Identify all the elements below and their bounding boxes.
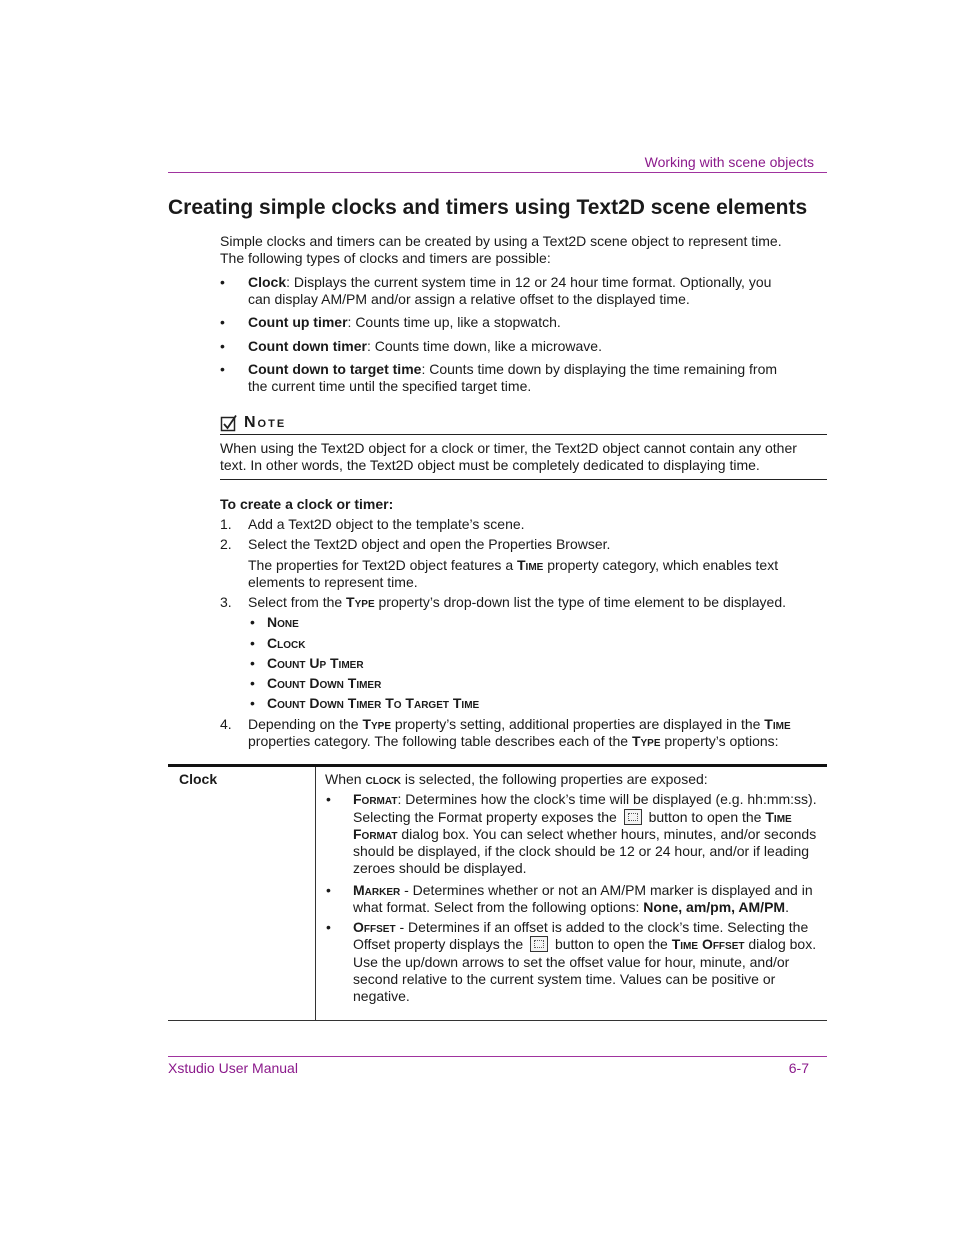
type-count-down: Count down timer: Counts time down, like a microwave. (248, 338, 602, 354)
option-count-down-timer: Count Down Timer (267, 675, 382, 691)
footer-page-number: 6-7 (788, 1060, 809, 1076)
table-column-divider (315, 767, 316, 1021)
footer-manual-title: Xstudio User Manual (168, 1060, 298, 1076)
format-line-1: Format: Determines how the clock’s time will be displayed (e.g. hh:mm:ss). (353, 791, 817, 807)
footer-rule (168, 1056, 827, 1057)
step-2-detail: The properties for Text2D object features a Time property category, which enables text (248, 557, 779, 573)
step-3: Select from the Type property’s drop-down list the type of time element to be displayed. (248, 594, 787, 610)
table-row-label: Clock (179, 771, 218, 787)
table-lead: When clock is selected, the following properties are exposed: (325, 771, 708, 787)
offset-line-3: Use the up/down arrows to set the offset value for hour, minute, and/or (353, 954, 790, 970)
type-clock: Clock: Displays the current system time in 12 or 24 hour time format. Optionally, you (248, 274, 772, 290)
bullet-mark: • (220, 338, 225, 354)
marker-line-2: what format. Select from the following options: None, am/pm, AM/PM. (353, 899, 789, 915)
bullet-mark: • (250, 614, 255, 630)
step-4-line2: properties category. The following table describes each of the Type property’s options: (248, 733, 779, 749)
step-number: 1. (220, 516, 232, 532)
bullet-mark: • (250, 655, 255, 671)
note-line-1: When using the Text2D object for a clock or timer, the Text2D object cannot contain any other (220, 440, 797, 456)
intro-line-1: Simple clocks and timers can be created by using a Text2D scene object to represent time. (220, 233, 782, 249)
type-count-down-target: Count down to target time: Counts time down by displaying the time remaining from (248, 361, 778, 377)
header-rule (168, 172, 827, 173)
running-header: Working with scene objects (644, 154, 814, 170)
bullet-mark: • (326, 882, 331, 898)
table-bottom-rule (168, 1020, 827, 1021)
format-line-5: zeroes should be displayed. (353, 860, 527, 876)
offset-line-4: second relative to the current system time. Values can be positive or (353, 971, 776, 987)
intro-line-2: The following types of clocks and timers are possible: (220, 250, 551, 266)
step-number: 2. (220, 536, 232, 552)
offset-line-5: negative. (353, 988, 410, 1004)
type-count-up: Count up timer: Counts time up, like a stopwatch. (248, 314, 561, 330)
format-ellipsis-icon (624, 809, 642, 825)
step-number: 3. (220, 594, 232, 610)
format-line-3: Format dialog box. You can select whether hours, minutes, and/or seconds (353, 826, 817, 842)
option-count-down-target: Count Down Timer To Target Time (267, 695, 480, 711)
note-top-rule (220, 434, 827, 435)
bullet-mark: • (220, 274, 225, 290)
bullet-mark: • (220, 314, 225, 330)
step-2: Select the Text2D object and open the Properties Browser. (248, 536, 611, 552)
option-count-up-timer: Count Up Timer (267, 655, 364, 671)
marker-line-1: Marker - Determines whether or not an AM/PM marker is displayed and in (353, 882, 813, 898)
checkbox-checked-icon (220, 414, 238, 432)
offset-line-1: Offset - Determines if an offset is added to the clock’s time. Selecting the (353, 919, 809, 935)
step-1: Add a Text2D object to the template’s scene. (248, 516, 525, 532)
step-2-detail-line2: elements to represent time. (248, 574, 418, 590)
page-title: Creating simple clocks and timers using Text2D scene elements (168, 196, 808, 219)
bullet-mark: • (220, 361, 225, 377)
format-line-4: should be displayed, if the clock should be 12 or 24 hour, and/or if leading (353, 843, 810, 859)
bullet-mark: • (250, 695, 255, 711)
note-heading (220, 413, 286, 433)
bullet-mark: • (326, 791, 331, 807)
bullet-mark: • (250, 675, 255, 691)
offset-line-2: Offset property displays the button to open the Time Offset dialog box. (353, 936, 817, 952)
note-bottom-rule (220, 479, 827, 480)
note-line-2: text. In other words, the Text2D object must be completely dedicated to displaying time. (220, 457, 760, 473)
option-none: None (267, 614, 299, 630)
bullet-mark: • (326, 919, 331, 935)
type-count-down-target-line2: the current time until the specified target time. (248, 378, 532, 394)
procedure-heading: To create a clock or timer: (220, 496, 394, 512)
option-clock: Clock (267, 635, 306, 651)
bullet-mark: • (250, 635, 255, 651)
note-label: Note (244, 414, 287, 431)
table-top-rule (168, 764, 827, 767)
offset-ellipsis-icon (530, 936, 548, 952)
step-number: 4. (220, 716, 232, 732)
type-clock-line2: can display AM/PM and/or assign a relative offset to the displayed time. (248, 291, 690, 307)
format-line-2: Selecting the Format property exposes the button to open the Time (353, 809, 792, 825)
step-4: Depending on the Type property’s setting, additional properties are displayed in the Time (248, 716, 791, 732)
